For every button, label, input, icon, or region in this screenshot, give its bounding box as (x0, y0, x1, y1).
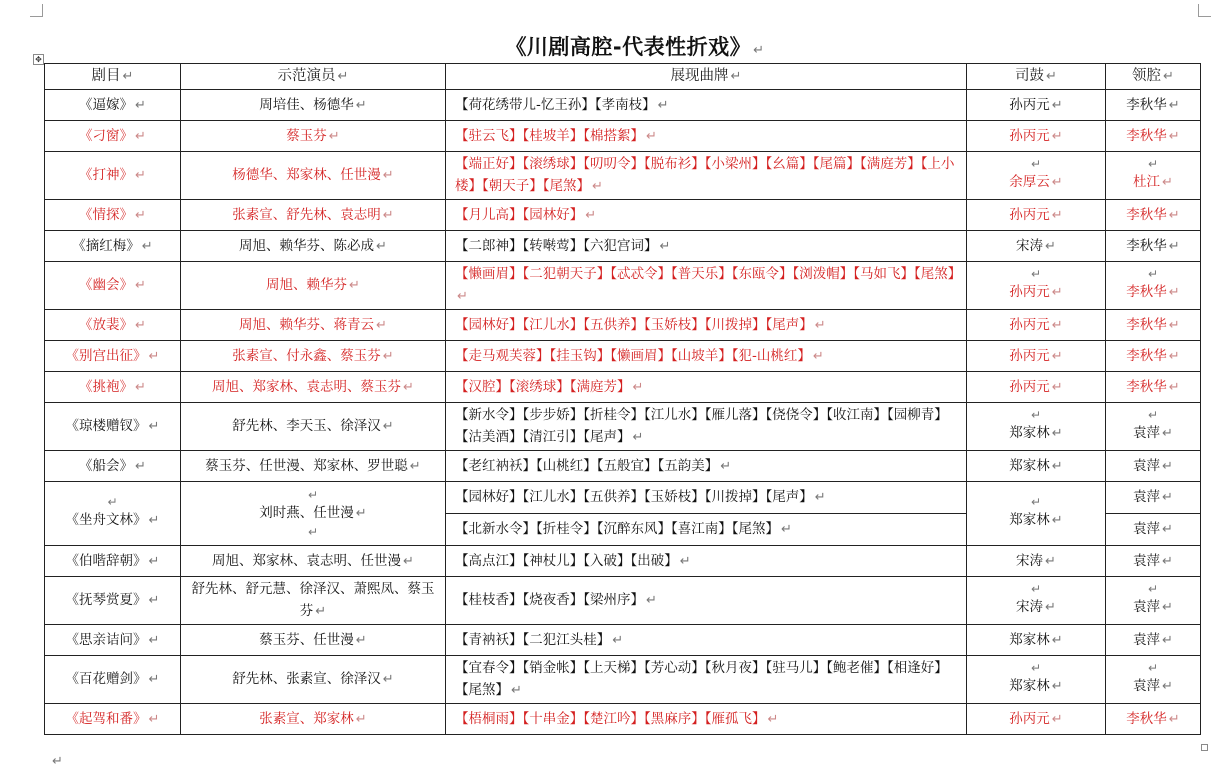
cell-actors: 蔡玉芬 ↵ (181, 121, 446, 152)
cell-drummer: 孙丙元 ↵ (967, 90, 1106, 121)
header-play: 剧目 ↵ (45, 64, 181, 90)
cell-actors: 周旭、郑家林、袁志明、任世漫 ↵ (181, 546, 446, 577)
page-corner-mark-left (30, 4, 43, 17)
cell-lead: 李秋华 ↵ (1106, 90, 1201, 121)
cell-tunes: 【二郎神】【转啭莺】【六犯宫词】 ↵ (446, 231, 967, 262)
cell-lead: 李秋华 ↵ (1106, 341, 1201, 372)
cell-play: 《琼楼赠钗》 ↵ (45, 403, 181, 451)
cell-lead: 李秋华 ↵ (1106, 704, 1201, 735)
cell-lead: 袁萍 ↵ (1106, 546, 1201, 577)
table-move-handle-icon[interactable]: ✥ (33, 54, 44, 65)
cell-tunes: 【桂枝香】【烧夜香】【梁州序】 ↵ (446, 577, 967, 625)
cell-play: ↵ 《坐舟文林》 ↵ (45, 482, 181, 546)
cell-tunes: 【汉腔】【滚绣球】【满庭芳】 ↵ (446, 372, 967, 403)
cell-tunes: 【新水令】【步步娇】【折桂令】【江儿水】【雁儿落】【侥侥令】【收江南】【园柳青】【沽美酒】【清江引】【尾声】 ↵ (446, 403, 967, 451)
cell-lead: 李秋华 ↵ (1106, 121, 1201, 152)
cell-actors: ↵ 刘时燕、任世漫 ↵ ↵ (181, 482, 446, 546)
cell-tunes: 【端正好】【滚绣球】【叨叨令】【脱布衫】【小梁州】【幺篇】【尾篇】【满庭芳】【上小楼】【朝天子】【尾煞】 ↵ (446, 152, 967, 200)
cell-play: 《伯喈辞朝》 ↵ (45, 546, 181, 577)
cell-drummer: 郑家林 ↵ (967, 451, 1106, 482)
cell-play: 《船会》 ↵ (45, 451, 181, 482)
cell-lead: ↵ 袁萍 ↵ (1106, 403, 1201, 451)
cell-actors: 周旭、赖华芬、蒋青云 ↵ (181, 310, 446, 341)
cell-drummer: 孙丙元 ↵ (967, 200, 1106, 231)
table-row (45, 577, 1201, 625)
cell-drummer: 孙丙元 ↵ (967, 121, 1106, 152)
cell-drummer: ↵ 郑家林 ↵ (967, 403, 1106, 451)
cell-drummer: ↵ 孙丙元 ↵ (967, 262, 1106, 310)
cell-tunes: 【园林好】【江儿水】【五供养】【玉娇枝】【川拨掉】【尾声】 ↵ (446, 482, 967, 514)
table-header-row (45, 64, 1201, 90)
cell-drummer: 孙丙元 ↵ (967, 310, 1106, 341)
cell-drummer: ↵ 余厚云 ↵ (967, 152, 1106, 200)
document-title: 《川剧高腔-代表性折戏》 ↵ (505, 35, 765, 59)
cell-actors: 舒先林、李天玉、徐泽汉 ↵ (181, 403, 446, 451)
cell-tunes: 【北新水令】【折桂令】【沉醉东风】【喜江南】【尾煞】 ↵ (446, 514, 967, 546)
cell-drummer: 孙丙元 ↵ (967, 372, 1106, 403)
cell-lead: ↵ 杜江 ↵ (1106, 152, 1201, 200)
cell-play: 《放裴》 ↵ (45, 310, 181, 341)
cell-drummer: 郑家林 ↵ (967, 625, 1106, 656)
cell-lead: 袁萍 ↵ (1106, 482, 1201, 514)
cell-tunes: 【老红衲袄】【山桃红】【五般宜】【五韵美】 ↵ (446, 451, 967, 482)
cell-tunes: 【懒画眉】【二犯朝天子】【忒忒令】【普天乐】【东瓯令】【浏泼帽】【马如飞】【尾煞】↵ (446, 262, 967, 310)
cell-lead: ↵ 袁萍 ↵ (1106, 656, 1201, 704)
cell-tunes: 【园林好】【江儿水】【五供养】【玉娇枝】【川拨掉】【尾声】 ↵ (446, 310, 967, 341)
table-row (45, 372, 1201, 403)
table-row (45, 231, 1201, 262)
cell-actors: 张素宣、付永鑫、蔡玉芬 ↵ (181, 341, 446, 372)
cell-play: 《幽会》 ↵ (45, 262, 181, 310)
cell-tunes: 【梧桐雨】【十串金】【楚江吟】【黑麻序】【雁孤飞】 ↵ (446, 704, 967, 735)
table-row (45, 152, 1201, 200)
cell-actors: 周旭、郑家林、袁志明、蔡玉芬 ↵ (181, 372, 446, 403)
cell-actors: 蔡玉芬、任世漫、郑家林、罗世聪 ↵ (181, 451, 446, 482)
cell-drummer: 宋涛 ↵ (967, 546, 1106, 577)
cell-drummer: ↵ 郑家林 ↵ (967, 656, 1106, 704)
table-row (45, 482, 1201, 514)
table-row (45, 310, 1201, 341)
cell-play: 《百花赠剑》 ↵ (45, 656, 181, 704)
header-drummer: 司鼓 ↵ (967, 64, 1106, 90)
cell-lead: ↵ 袁萍 ↵ (1106, 577, 1201, 625)
table-row (45, 121, 1201, 152)
cell-actors: 舒先林、舒元慧、徐泽汉、萧熙凤、蔡玉芬 ↵ (181, 577, 446, 625)
cell-tunes: 【驻云飞】【桂坡羊】【棉搭絮】 ↵ (446, 121, 967, 152)
cell-drummer: ↵ 郑家林 ↵ (967, 482, 1106, 546)
cell-drummer: 宋涛 ↵ (967, 231, 1106, 262)
cell-lead: 李秋华 ↵ (1106, 372, 1201, 403)
table-row (45, 546, 1201, 577)
cell-play: 《刁窗》 ↵ (45, 121, 181, 152)
cell-lead: ↵ 李秋华 ↵ (1106, 262, 1201, 310)
cell-drummer: ↵ 宋涛 ↵ (967, 577, 1106, 625)
table-row (45, 625, 1201, 656)
cell-actors: 周培佳、杨德华 ↵ (181, 90, 446, 121)
table-row (45, 451, 1201, 482)
repertoire-table (44, 63, 1201, 735)
cell-play: 《摘红梅》 ↵ (45, 231, 181, 262)
cell-tunes: 【荷花绣带儿-忆王孙】【孝南枝】 ↵ (446, 90, 967, 121)
cell-actors: 舒先林、张素宣、徐泽汉 ↵ (181, 656, 446, 704)
table-row (45, 200, 1201, 231)
table-row (45, 403, 1201, 451)
cell-play: 《挑袍》 ↵ (45, 372, 181, 403)
cell-lead: 袁萍 ↵ (1106, 451, 1201, 482)
header-lead: 领腔 ↵ (1106, 64, 1201, 90)
cell-play: 《情探》 ↵ (45, 200, 181, 231)
cell-tunes: 【月儿高】【园林好】 ↵ (446, 200, 967, 231)
cell-lead: 李秋华 ↵ (1106, 231, 1201, 262)
table-resize-handle[interactable] (1201, 744, 1208, 751)
table-row (45, 704, 1201, 735)
cell-lead: 李秋华 ↵ (1106, 200, 1201, 231)
cell-drummer: 孙丙元 ↵ (967, 704, 1106, 735)
table-row (45, 262, 1201, 310)
cell-tunes: 【宜春令】【销金帐】【上天梯】【芳心动】【秋月夜】【驻马儿】【鲍老催】【相逢好】【尾煞】 ↵ (446, 656, 967, 704)
cell-actors: 周旭、赖华芬 ↵ (181, 262, 446, 310)
cell-tunes: 【高点江】【神杖儿】【入破】【出破】 ↵ (446, 546, 967, 577)
cell-actors: 张素宣、郑家林 ↵ (181, 704, 446, 735)
cell-lead: 李秋华 ↵ (1106, 310, 1201, 341)
cell-tunes: 【走马观芙蓉】【挂玉钩】【懒画眉】【山坡羊】【犯-山桃红】 ↵ (446, 341, 967, 372)
header-actors: 示范演员 ↵ (181, 64, 446, 90)
cell-actors: 周旭、赖华芬、陈必成 ↵ (181, 231, 446, 262)
cell-tunes: 【青衲袄】【二犯江头桂】 ↵ (446, 625, 967, 656)
cell-lead: 袁萍 ↵ (1106, 625, 1201, 656)
cell-actors: 蔡玉芬、任世漫 ↵ (181, 625, 446, 656)
cell-lead: 袁萍 ↵ (1106, 514, 1201, 546)
table-row (45, 90, 1201, 121)
cell-actors: 张素宣、舒先林、袁志明 ↵ (181, 200, 446, 231)
cell-play: 《思亲诘问》 ↵ (45, 625, 181, 656)
cell-play: 《起驾和番》 ↵ (45, 704, 181, 735)
cell-play: 《抚琴赏夏》 ↵ (45, 577, 181, 625)
cell-play: 《打神》 ↵ (45, 152, 181, 200)
table-row (45, 656, 1201, 704)
page-corner-mark-right (1198, 4, 1211, 17)
cell-drummer: 孙丙元 ↵ (967, 341, 1106, 372)
table-row (45, 341, 1201, 372)
end-paragraph-mark: ↵ (52, 754, 63, 769)
cell-play: 《逼嫁》 ↵ (45, 90, 181, 121)
cell-play: 《别宫出征》 ↵ (45, 341, 181, 372)
header-tunes: 展现曲牌 ↵ (446, 64, 967, 90)
cell-actors: 杨德华、郑家林、任世漫 ↵ (181, 152, 446, 200)
